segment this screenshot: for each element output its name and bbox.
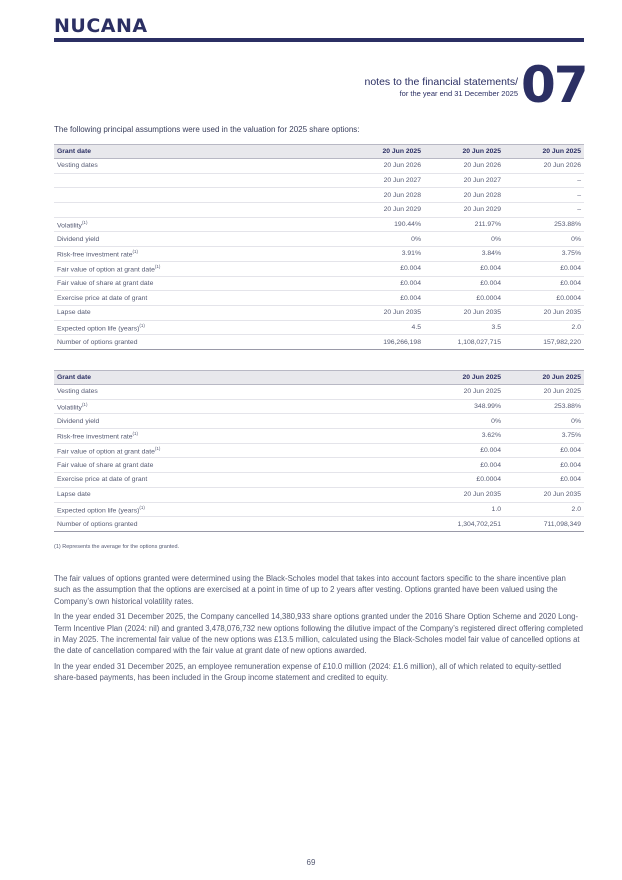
table-row xyxy=(54,502,584,517)
body-text xyxy=(54,573,584,688)
column-header: 20 Jun 2025 xyxy=(504,145,584,159)
table-row xyxy=(54,305,584,320)
row-label-text: Number of options granted xyxy=(57,338,138,346)
row-label xyxy=(54,320,344,335)
table-cell: 3.62% xyxy=(424,429,504,444)
row-label-text: Fair value of share at grant date xyxy=(57,461,154,469)
table-row xyxy=(54,247,584,262)
table-cell: 20 Jun 2026 xyxy=(344,159,424,174)
row-label xyxy=(54,443,424,458)
row-label-text: Exercise price at date of grant xyxy=(57,476,148,484)
table-row xyxy=(54,261,584,276)
column-header: 20 Jun 2025 xyxy=(504,371,584,385)
row-label-text: Dividend yield xyxy=(57,417,100,425)
column-header: Grant date xyxy=(54,145,344,159)
table-cell: £0.0004 xyxy=(424,473,504,488)
table-cell: 20 Jun 2029 xyxy=(344,203,424,218)
column-header: 20 Jun 2025 xyxy=(424,145,504,159)
table-cell: 20 Jun 2025 xyxy=(504,385,584,400)
table-row xyxy=(54,487,584,502)
footnote-marker: (1) xyxy=(132,431,139,437)
row-label-text: Fair value of share at grant date xyxy=(57,279,154,287)
row-label-text: Volatility xyxy=(57,222,82,230)
table-row xyxy=(54,203,584,218)
table-cell: 20 Jun 2029 xyxy=(424,203,504,218)
table-header-row xyxy=(54,145,584,159)
table-cell: 253.88% xyxy=(504,399,584,414)
row-label-text: Risk-free investment rate xyxy=(57,251,133,259)
row-label-text: Vesting dates xyxy=(57,162,98,170)
row-label-text: Expected option life (years) xyxy=(57,325,140,333)
table-cell: 348.99% xyxy=(424,399,504,414)
table-cell: 2.0 xyxy=(504,320,584,335)
table-cell: 1.0 xyxy=(424,502,504,517)
footnote-marker: (1) xyxy=(154,445,161,451)
row-label xyxy=(54,473,424,488)
row-label-text: Volatility xyxy=(57,404,82,412)
header-divider xyxy=(54,38,584,42)
table-cell: 0% xyxy=(504,414,584,429)
row-label xyxy=(54,232,344,247)
table-cell: 3.84% xyxy=(424,247,504,262)
row-label-text: Fair value of option at grant date xyxy=(57,448,155,456)
table-cell: 2.0 xyxy=(504,502,584,517)
footnote-marker: (1) xyxy=(139,322,145,328)
table-cell: 4.5 xyxy=(344,320,424,335)
table-cell: 20 Jun 2028 xyxy=(344,188,424,203)
table-cell: 20 Jun 2035 xyxy=(504,487,584,502)
table-cell: – xyxy=(504,188,584,203)
row-label-text: Expected option life (years) xyxy=(57,506,140,514)
row-label-text: Vesting dates xyxy=(57,388,98,396)
table-row xyxy=(54,414,584,429)
table-cell: £0.0004 xyxy=(424,291,504,306)
company-logo: NUCANA xyxy=(54,15,148,37)
table-row xyxy=(54,335,584,350)
table-cell: £0.0004 xyxy=(504,291,584,306)
table-cell: £0.004 xyxy=(504,458,584,473)
table-row xyxy=(54,429,584,444)
table-cell: 211.97% xyxy=(424,217,504,232)
table-row xyxy=(54,385,584,400)
table-cell: 3.75% xyxy=(504,247,584,262)
row-label xyxy=(54,217,344,232)
table-cell: £0.004 xyxy=(344,276,424,291)
table-cell: 3.5 xyxy=(424,320,504,335)
row-label xyxy=(54,159,344,174)
table-cell: 0% xyxy=(424,232,504,247)
table-cell: 20 Jun 2035 xyxy=(424,305,504,320)
table-row xyxy=(54,232,584,247)
table-cell: 0% xyxy=(504,232,584,247)
table-row xyxy=(54,291,584,306)
table-row xyxy=(54,188,584,203)
table-cell: £0.004 xyxy=(504,276,584,291)
table-cell: 20 Jun 2035 xyxy=(424,487,504,502)
row-label xyxy=(54,247,344,262)
table-cell: £0.004 xyxy=(424,458,504,473)
row-label xyxy=(54,414,424,429)
table-cell: 3.75% xyxy=(504,429,584,444)
table-cell: – xyxy=(504,203,584,218)
row-label xyxy=(54,276,344,291)
row-label xyxy=(54,517,424,532)
row-label-text: Lapse date xyxy=(57,491,91,499)
row-label xyxy=(54,458,424,473)
row-label xyxy=(54,335,344,350)
table-cell: £0.004 xyxy=(504,473,584,488)
column-header: Grant date xyxy=(54,371,424,385)
page-number: 69 xyxy=(306,858,316,867)
table-row xyxy=(54,276,584,291)
intro-text: The following principal assumptions were used in the valuation for 2025 share options: xyxy=(54,125,360,134)
table-row xyxy=(54,473,584,488)
assumptions-table-2 xyxy=(54,370,584,532)
row-label xyxy=(54,203,344,218)
paragraph: In the year ended 31 December 2025, the Company cancelled 14,380,933 share options granted under the 2016 Share Option Scheme and 2020 Long-Term Incentive Plan (2024: nil) and granted 3,478,076,732 new options following the dilutive impact of the Company’s registered direct offering completed in May 2025. The incremental fair value of the new options was £13.5 million, calculated using the Black-Scholes model fair value of cancelled options at the date of cancellation compared with the fair value at grant date of new options awarded. xyxy=(54,612,583,656)
section-number: 07 xyxy=(521,56,587,114)
paragraph: The fair values of options granted were determined using the Black-Scholes model that takes into account factors specific to the share incentive plan such as the assumption that the options are exercised at a point in time of up to 2 years after vesting. Options granted have been valued using the Company’s own historical volatility rates. xyxy=(54,574,566,606)
table-row xyxy=(54,517,584,532)
table-cell: 20 Jun 2035 xyxy=(504,305,584,320)
table-row xyxy=(54,443,584,458)
table-cell: £0.004 xyxy=(344,291,424,306)
row-label-text: Exercise price at date of grant xyxy=(57,294,148,302)
table-cell: 0% xyxy=(344,232,424,247)
row-label-text: Number of options granted xyxy=(57,520,138,528)
table-cell: 0% xyxy=(424,414,504,429)
table-row xyxy=(54,173,584,188)
table-row xyxy=(54,458,584,473)
table-cell: 196,266,198 xyxy=(344,335,424,350)
paragraph: In the year ended 31 December 2025, an employee remuneration expense of £10.0 million (2024: £1.6 million), all of which related to equity-settled share-based payments, has been included in the Group income statement and credited to equity. xyxy=(54,662,562,683)
table-cell: 157,982,220 xyxy=(504,335,584,350)
table-cell: 190.44% xyxy=(344,217,424,232)
section-heading xyxy=(364,76,518,99)
row-label xyxy=(54,399,424,414)
table-cell: £0.004 xyxy=(424,276,504,291)
footnote-marker: (1) xyxy=(132,249,139,255)
table-cell: 3.91% xyxy=(344,247,424,262)
row-label xyxy=(54,188,344,203)
row-label xyxy=(54,487,424,502)
row-label-text: Risk-free investment rate xyxy=(57,433,133,441)
table-cell: 711,098,349 xyxy=(504,517,584,532)
table-row xyxy=(54,217,584,232)
row-label xyxy=(54,305,344,320)
table-cell: 20 Jun 2028 xyxy=(424,188,504,203)
row-label xyxy=(54,291,344,306)
table-footnote: (1) Represents the average for the options granted. xyxy=(54,544,180,550)
row-label xyxy=(54,173,344,188)
table-cell: 20 Jun 2027 xyxy=(424,173,504,188)
table-row xyxy=(54,399,584,414)
row-label-text: Lapse date xyxy=(57,309,91,317)
table-cell: 20 Jun 2026 xyxy=(504,159,584,174)
table-cell: £0.004 xyxy=(344,261,424,276)
table-cell: 20 Jun 2027 xyxy=(344,173,424,188)
table-cell: £0.004 xyxy=(504,443,584,458)
assumptions-table-1 xyxy=(54,144,584,350)
footnote-marker: (1) xyxy=(81,219,88,225)
footnote-marker: (1) xyxy=(154,264,161,270)
table-cell: £0.004 xyxy=(424,443,504,458)
table-row xyxy=(54,159,584,174)
row-label xyxy=(54,502,424,517)
row-label xyxy=(54,385,424,400)
table-cell: £0.004 xyxy=(424,261,504,276)
table-cell: – xyxy=(504,173,584,188)
column-header: 20 Jun 2025 xyxy=(344,145,424,159)
row-label xyxy=(54,429,424,444)
footnote-marker: (1) xyxy=(81,401,88,407)
table-cell: £0.004 xyxy=(504,261,584,276)
table-cell: 253.88% xyxy=(504,217,584,232)
table-cell: 20 Jun 2026 xyxy=(424,159,504,174)
row-label-text: Dividend yield xyxy=(57,235,100,243)
row-label-text: Fair value of option at grant date xyxy=(57,266,155,274)
table-cell: 20 Jun 2035 xyxy=(344,305,424,320)
table-cell: 1,108,027,715 xyxy=(424,335,504,350)
table-cell: 1,304,702,251 xyxy=(424,517,504,532)
table-cell: 20 Jun 2025 xyxy=(424,385,504,400)
column-header: 20 Jun 2025 xyxy=(424,371,504,385)
table-row xyxy=(54,320,584,335)
footnote-marker: (1) xyxy=(139,504,145,510)
section-subtitle: for the year end 31 December 2025 xyxy=(399,89,518,98)
row-label xyxy=(54,261,344,276)
table-header-row xyxy=(54,371,584,385)
section-title: notes to the financial statements/ xyxy=(364,76,518,88)
